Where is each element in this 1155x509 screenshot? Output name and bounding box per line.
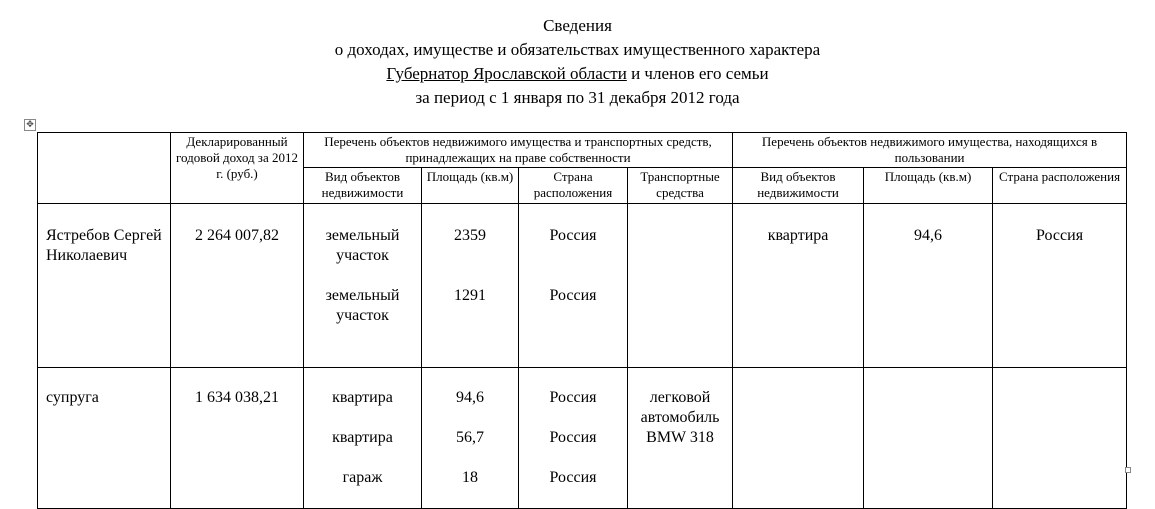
header-vehicles: Транспортные средства — [628, 168, 733, 204]
title-line-4: за период с 1 января по 31 декабря 2012 года — [415, 88, 740, 107]
owned-country-item: Россия — [549, 287, 597, 304]
owned-country-item: Россия — [549, 227, 597, 244]
header-used-area: Площадь (кв.м) — [864, 168, 993, 204]
person-name: супруга — [38, 368, 171, 509]
owned-country-cell — [519, 368, 628, 509]
person-income: 1 634 038,21 — [171, 368, 304, 509]
header-row-1 — [38, 133, 1127, 168]
used-country-cell — [993, 368, 1127, 509]
table-row — [38, 204, 1127, 368]
header-owned-type: Вид объектов недвижимости — [304, 168, 422, 204]
owned-area-cell — [422, 368, 519, 509]
owned-area-item: 18 — [462, 469, 478, 486]
owned-area-item: 1291 — [454, 287, 486, 304]
header-used-country: Страна расположения — [993, 168, 1127, 204]
header-owned-group: Перечень объектов недвижимого имущества и транспортных средств, принадлежащих на праве собственности — [304, 133, 733, 168]
used-type-cell — [733, 368, 864, 509]
document-title — [0, 14, 1155, 110]
owned-type-item: квартира — [332, 389, 393, 406]
owned-area-item: 94,6 — [456, 389, 484, 406]
person-name: Ястребов Сергей Николаевич — [38, 204, 171, 368]
owned-country-item: Россия — [549, 389, 597, 406]
owned-type-item: квартира — [332, 429, 393, 446]
used-area-cell: 94,6 — [864, 204, 993, 368]
header-owned-area: Площадь (кв.м) — [422, 168, 519, 204]
person-income: 2 264 007,82 — [171, 204, 304, 368]
vehicle-cell — [628, 204, 733, 368]
owned-type-cell — [304, 204, 422, 368]
table-resize-handle[interactable] — [1125, 467, 1131, 473]
declaration-table — [37, 132, 1127, 509]
header-income: Декларированный годовой доход за 2012 г. (руб.) — [171, 133, 304, 204]
owned-area-item: 2359 — [454, 227, 486, 244]
owned-type-cell — [304, 368, 422, 509]
header-used-type: Вид объектов недвижимости — [733, 168, 864, 204]
table-move-handle-icon[interactable]: ✥ — [24, 119, 36, 131]
header-used-group: Перечень объектов недвижимого имущества, находящихся в пользовании — [733, 133, 1127, 168]
owned-type-item: земельный участок — [325, 287, 400, 324]
owned-type-item: гараж — [342, 469, 383, 486]
used-type-cell: квартира — [733, 204, 864, 368]
owned-area-item: 56,7 — [456, 429, 484, 446]
owned-country-item: Россия — [549, 469, 597, 486]
title-line-3 — [0, 62, 1155, 86]
owned-country-item: Россия — [549, 429, 597, 446]
used-area-cell — [864, 368, 993, 509]
header-name-cell — [38, 133, 171, 204]
owned-type-item: земельный участок — [325, 227, 400, 264]
title-line-3-rest: и членов его семьи — [626, 64, 769, 83]
title-official: Губернатор Ярославской области — [386, 64, 627, 83]
used-country-cell: Россия — [993, 204, 1127, 368]
title-line-1: Сведения — [543, 16, 612, 35]
owned-country-cell — [519, 204, 628, 368]
title-line-2: о доходах, имуществе и обязательствах имущественного характера — [334, 40, 821, 59]
owned-area-cell — [422, 204, 519, 368]
header-owned-country: Страна расположения — [519, 168, 628, 204]
table-row — [38, 368, 1127, 509]
vehicle-cell: легковой автомобиль BMW 318 — [628, 368, 733, 509]
